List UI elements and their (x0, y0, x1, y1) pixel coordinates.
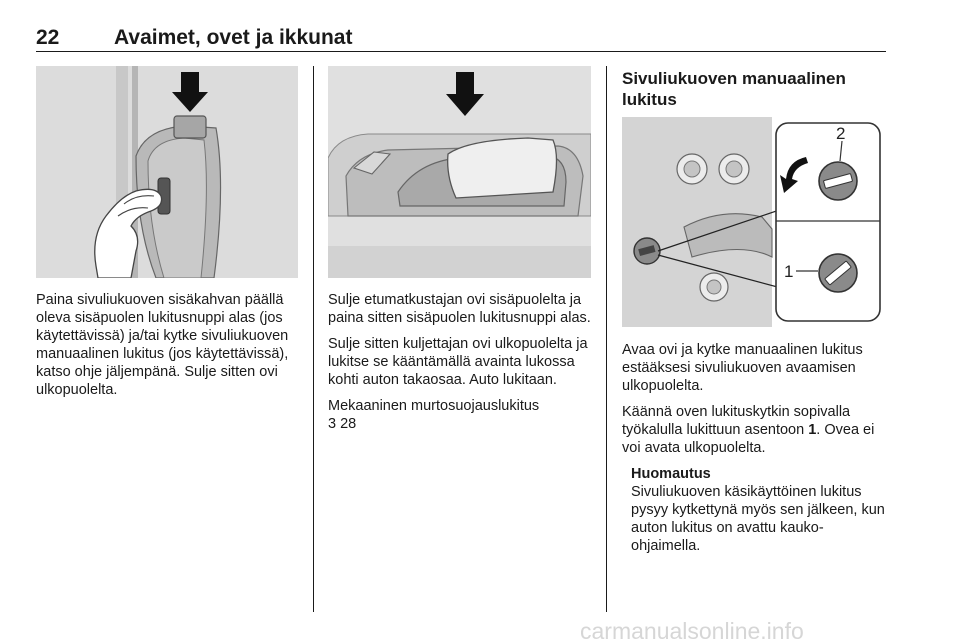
page-number: 22 (36, 26, 60, 49)
col3-paragraph-2-pre: Käännä oven lukituskytkin sopivalla työkalulla lukittuun asentoon (622, 404, 851, 438)
figure-hand-lock-knob (36, 66, 298, 278)
header-rule (36, 51, 886, 52)
figure-manual-lock (622, 117, 884, 327)
col2-text (328, 291, 598, 433)
col2-paragraph-1: Sulje etumatkustajan ovi sisäpuolelta ja paina sitten sisäpuolen lukitusnuppi alas. (328, 292, 591, 326)
column-divider-right (606, 66, 607, 612)
lock-position-number: 1 (808, 422, 817, 438)
hand-pressing-lock-knob-illustration (36, 66, 298, 278)
col1-text (36, 291, 301, 407)
note-text: Sivuliukuoven käsikäyttöinen lukitus pysyy kytkettynä myös sen jälkeen, kun auton lukitus on avattu kaukoohjaimella. (631, 484, 885, 554)
cross-reference-text: Mekaaninen murtosuojauslukitus (328, 398, 540, 414)
watermark: carmanualsonline.info (580, 618, 804, 642)
col3-text (622, 341, 886, 555)
col3-paragraph-2 (622, 403, 886, 457)
cross-reference-page: 28 (340, 416, 357, 432)
figure-label-2: 2 (836, 124, 846, 143)
page-header (36, 26, 886, 54)
figure-door-handle-lock (328, 66, 591, 278)
figure-label-1: 1 (784, 262, 794, 281)
cross-reference-arrow-icon: 3 (328, 416, 337, 432)
col2-reference (328, 397, 598, 433)
col1-paragraph: Paina sivuliukuoven sisäkahvan päällä oleva sisäpuolen lukitusnuppi alas (jos käytettävissä) ja/tai kytke sivuliukuoven manuaalinen lukitus (jos käytettävissä), katso ohje jäljempänä. Sulje sitten ovi ulkopuolelta. (36, 292, 289, 398)
col3-paragraph-2-post: . Ovea ei voi avata ulkopuolelta. (622, 422, 875, 456)
manual-lock-position-illustration (622, 117, 884, 327)
section-title: Sivuliukuoven manuaalinen lukitus (622, 69, 846, 109)
column-divider-left (313, 66, 314, 612)
col3-paragraph-1: Avaa ovi ja kytke manuaalinen lukitus estääksesi sivuliukuoven avaamisen ulkopuolelta. (622, 342, 863, 394)
note-title: Huomautus (631, 466, 711, 482)
chapter-title: Avaimet, ovet ja ikkunat (114, 26, 353, 49)
interior-door-handle-lock-illustration (328, 66, 591, 278)
note-box (631, 465, 886, 555)
col2-paragraph-2: Sulje sitten kuljettajan ovi ulkopuolelta ja lukitse se kääntämällä avainta lukossa kohti auton takaosaa. Auto lukitaan. (328, 336, 588, 388)
